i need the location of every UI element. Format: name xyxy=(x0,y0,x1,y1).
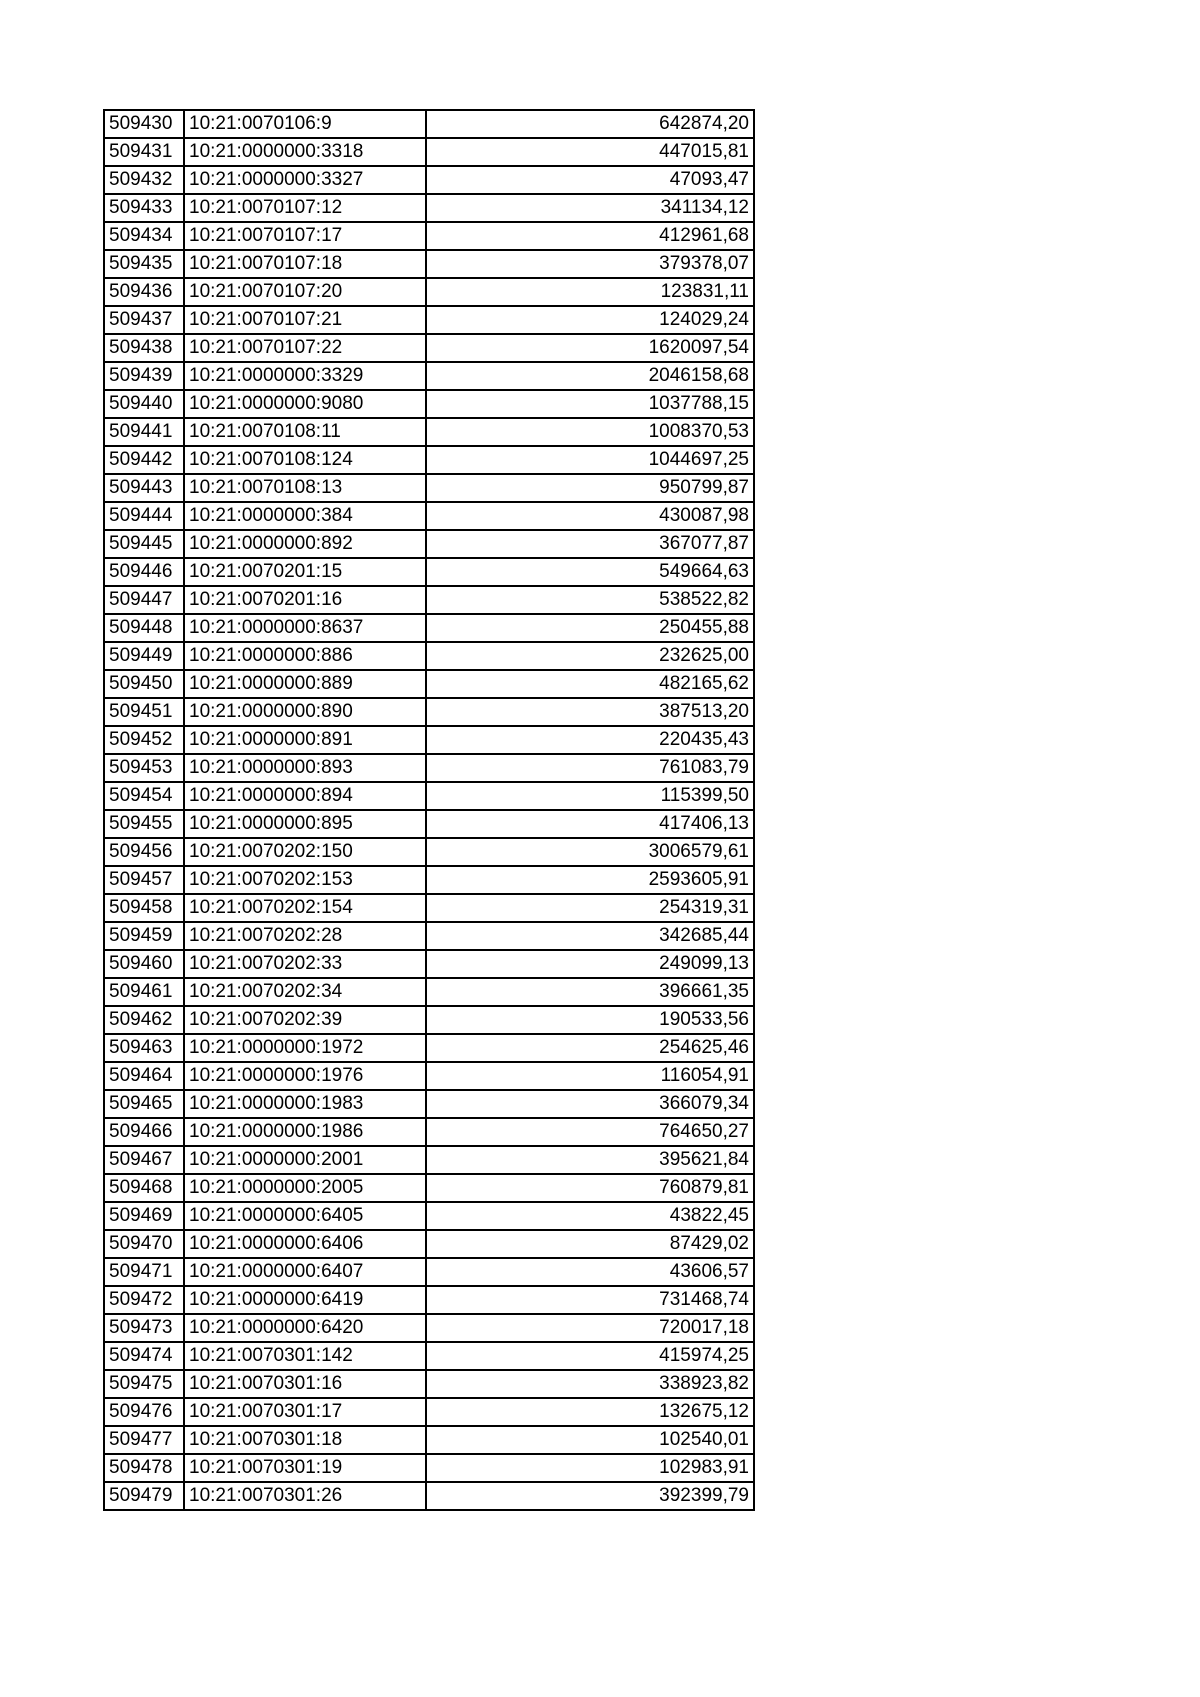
amount-cell: 950799,87 xyxy=(426,474,754,502)
amount-cell: 720017,18 xyxy=(426,1314,754,1342)
record-number-cell: 509448 xyxy=(104,614,184,642)
amount-cell: 761083,79 xyxy=(426,754,754,782)
record-number-cell: 509431 xyxy=(104,138,184,166)
table-body xyxy=(104,110,754,1510)
record-number-cell: 509472 xyxy=(104,1286,184,1314)
cadastral-number-cell: 10:21:0070301:17 xyxy=(184,1398,426,1426)
table-row xyxy=(104,1454,754,1482)
cadastral-number-cell: 10:21:0070202:34 xyxy=(184,978,426,1006)
table-row xyxy=(104,362,754,390)
amount-cell: 379378,07 xyxy=(426,250,754,278)
amount-cell: 3006579,61 xyxy=(426,838,754,866)
table-row xyxy=(104,166,754,194)
amount-cell: 47093,47 xyxy=(426,166,754,194)
record-number-cell: 509476 xyxy=(104,1398,184,1426)
amount-cell: 731468,74 xyxy=(426,1286,754,1314)
cadastral-number-cell: 10:21:0070201:15 xyxy=(184,558,426,586)
amount-cell: 366079,34 xyxy=(426,1090,754,1118)
record-number-cell: 509457 xyxy=(104,866,184,894)
record-number-cell: 509462 xyxy=(104,1006,184,1034)
cadastral-number-cell: 10:21:0070107:22 xyxy=(184,334,426,362)
record-number-cell: 509433 xyxy=(104,194,184,222)
cadastral-number-cell: 10:21:0000000:2001 xyxy=(184,1146,426,1174)
record-number-cell: 509452 xyxy=(104,726,184,754)
cadastral-number-cell: 10:21:0070202:28 xyxy=(184,922,426,950)
table-row xyxy=(104,1006,754,1034)
table-row xyxy=(104,1398,754,1426)
table-row xyxy=(104,530,754,558)
amount-cell: 43822,45 xyxy=(426,1202,754,1230)
table-row xyxy=(104,194,754,222)
amount-cell: 412961,68 xyxy=(426,222,754,250)
cadastral-number-cell: 10:21:0000000:2005 xyxy=(184,1174,426,1202)
amount-cell: 220435,43 xyxy=(426,726,754,754)
cadastral-number-cell: 10:21:0070107:12 xyxy=(184,194,426,222)
table-row xyxy=(104,1174,754,1202)
cadastral-number-cell: 10:21:0000000:892 xyxy=(184,530,426,558)
cadastral-number-cell: 10:21:0070108:124 xyxy=(184,446,426,474)
record-number-cell: 509475 xyxy=(104,1370,184,1398)
amount-cell: 367077,87 xyxy=(426,530,754,558)
amount-cell: 249099,13 xyxy=(426,950,754,978)
cadastral-number-cell: 10:21:0000000:8637 xyxy=(184,614,426,642)
table-row xyxy=(104,614,754,642)
amount-cell: 124029,24 xyxy=(426,306,754,334)
record-number-cell: 509442 xyxy=(104,446,184,474)
amount-cell: 2046158,68 xyxy=(426,362,754,390)
record-number-cell: 509470 xyxy=(104,1230,184,1258)
amount-cell: 102983,91 xyxy=(426,1454,754,1482)
record-number-cell: 509464 xyxy=(104,1062,184,1090)
table-row xyxy=(104,1342,754,1370)
table-row xyxy=(104,1146,754,1174)
table-row xyxy=(104,1370,754,1398)
cadastral-number-cell: 10:21:0070107:18 xyxy=(184,250,426,278)
record-number-cell: 509432 xyxy=(104,166,184,194)
amount-cell: 395621,84 xyxy=(426,1146,754,1174)
record-number-cell: 509471 xyxy=(104,1258,184,1286)
record-number-cell: 509447 xyxy=(104,586,184,614)
record-number-cell: 509478 xyxy=(104,1454,184,1482)
table-row xyxy=(104,1258,754,1286)
amount-cell: 87429,02 xyxy=(426,1230,754,1258)
amount-cell: 538522,82 xyxy=(426,586,754,614)
record-number-cell: 509443 xyxy=(104,474,184,502)
cadastral-number-cell: 10:21:0070202:153 xyxy=(184,866,426,894)
table-row xyxy=(104,950,754,978)
cadastral-number-cell: 10:21:0070107:21 xyxy=(184,306,426,334)
record-number-cell: 509453 xyxy=(104,754,184,782)
cadastral-number-cell: 10:21:0000000:886 xyxy=(184,642,426,670)
table-row xyxy=(104,866,754,894)
table-row xyxy=(104,642,754,670)
record-number-cell: 509460 xyxy=(104,950,184,978)
cadastral-number-cell: 10:21:0000000:895 xyxy=(184,810,426,838)
amount-cell: 415974,25 xyxy=(426,1342,754,1370)
cadastral-number-cell: 10:21:0070301:19 xyxy=(184,1454,426,1482)
table-row xyxy=(104,558,754,586)
cadastral-number-cell: 10:21:0000000:1986 xyxy=(184,1118,426,1146)
cadastral-number-cell: 10:21:0070301:26 xyxy=(184,1482,426,1510)
cadastral-number-cell: 10:21:0000000:3329 xyxy=(184,362,426,390)
table-row xyxy=(104,838,754,866)
table-row xyxy=(104,446,754,474)
amount-cell: 341134,12 xyxy=(426,194,754,222)
amount-cell: 392399,79 xyxy=(426,1482,754,1510)
cadastral-number-cell: 10:21:0000000:6406 xyxy=(184,1230,426,1258)
table-row xyxy=(104,138,754,166)
cadastral-number-cell: 10:21:0000000:893 xyxy=(184,754,426,782)
table-row xyxy=(104,698,754,726)
amount-cell: 642874,20 xyxy=(426,110,754,138)
table-row xyxy=(104,726,754,754)
record-number-cell: 509473 xyxy=(104,1314,184,1342)
record-number-cell: 509469 xyxy=(104,1202,184,1230)
cadastral-number-cell: 10:21:0000000:6419 xyxy=(184,1286,426,1314)
record-number-cell: 509463 xyxy=(104,1034,184,1062)
amount-cell: 43606,57 xyxy=(426,1258,754,1286)
cadastral-number-cell: 10:21:0070301:142 xyxy=(184,1342,426,1370)
table-row xyxy=(104,1062,754,1090)
amount-cell: 1044697,25 xyxy=(426,446,754,474)
cadastral-number-cell: 10:21:0070301:18 xyxy=(184,1426,426,1454)
cadastral-number-cell: 10:21:0070202:154 xyxy=(184,894,426,922)
record-number-cell: 509467 xyxy=(104,1146,184,1174)
record-number-cell: 509459 xyxy=(104,922,184,950)
amount-cell: 254319,31 xyxy=(426,894,754,922)
record-number-cell: 509434 xyxy=(104,222,184,250)
table-row xyxy=(104,1286,754,1314)
amount-cell: 760879,81 xyxy=(426,1174,754,1202)
record-number-cell: 509456 xyxy=(104,838,184,866)
table-row xyxy=(104,1482,754,1510)
table-row xyxy=(104,894,754,922)
amount-cell: 549664,63 xyxy=(426,558,754,586)
table-row xyxy=(104,250,754,278)
record-number-cell: 509440 xyxy=(104,390,184,418)
record-number-cell: 509474 xyxy=(104,1342,184,1370)
table-row xyxy=(104,1230,754,1258)
amount-cell: 482165,62 xyxy=(426,670,754,698)
cadastral-number-cell: 10:21:0000000:1983 xyxy=(184,1090,426,1118)
amount-cell: 2593605,91 xyxy=(426,866,754,894)
cadastral-number-cell: 10:21:0070202:33 xyxy=(184,950,426,978)
record-number-cell: 509441 xyxy=(104,418,184,446)
amount-cell: 254625,46 xyxy=(426,1034,754,1062)
record-number-cell: 509446 xyxy=(104,558,184,586)
data-table xyxy=(103,109,755,1511)
cadastral-number-cell: 10:21:0000000:3327 xyxy=(184,166,426,194)
table-row xyxy=(104,782,754,810)
table-row xyxy=(104,390,754,418)
amount-cell: 1037788,15 xyxy=(426,390,754,418)
amount-cell: 116054,91 xyxy=(426,1062,754,1090)
record-number-cell: 509461 xyxy=(104,978,184,1006)
record-number-cell: 509477 xyxy=(104,1426,184,1454)
amount-cell: 430087,98 xyxy=(426,502,754,530)
table-row xyxy=(104,502,754,530)
amount-cell: 115399,50 xyxy=(426,782,754,810)
table-row xyxy=(104,474,754,502)
record-number-cell: 509479 xyxy=(104,1482,184,1510)
amount-cell: 764650,27 xyxy=(426,1118,754,1146)
cadastral-number-cell: 10:21:0070107:20 xyxy=(184,278,426,306)
table-row xyxy=(104,418,754,446)
table-row xyxy=(104,110,754,138)
cadastral-number-cell: 10:21:0070201:16 xyxy=(184,586,426,614)
table-row xyxy=(104,1090,754,1118)
cadastral-number-cell: 10:21:0070108:11 xyxy=(184,418,426,446)
cadastral-number-cell: 10:21:0070108:13 xyxy=(184,474,426,502)
table-row xyxy=(104,810,754,838)
table-row xyxy=(104,1118,754,1146)
record-number-cell: 509465 xyxy=(104,1090,184,1118)
amount-cell: 190533,56 xyxy=(426,1006,754,1034)
cadastral-number-cell: 10:21:0070301:16 xyxy=(184,1370,426,1398)
cadastral-number-cell: 10:21:0000000:6405 xyxy=(184,1202,426,1230)
table-row xyxy=(104,978,754,1006)
table-row xyxy=(104,1314,754,1342)
cadastral-number-cell: 10:21:0000000:6420 xyxy=(184,1314,426,1342)
amount-cell: 123831,11 xyxy=(426,278,754,306)
amount-cell: 342685,44 xyxy=(426,922,754,950)
cadastral-number-cell: 10:21:0000000:889 xyxy=(184,670,426,698)
record-number-cell: 509458 xyxy=(104,894,184,922)
record-number-cell: 509435 xyxy=(104,250,184,278)
amount-cell: 396661,35 xyxy=(426,978,754,1006)
table-row xyxy=(104,670,754,698)
record-number-cell: 509430 xyxy=(104,110,184,138)
record-number-cell: 509451 xyxy=(104,698,184,726)
table-row xyxy=(104,754,754,782)
cadastral-number-cell: 10:21:0000000:894 xyxy=(184,782,426,810)
amount-cell: 387513,20 xyxy=(426,698,754,726)
record-number-cell: 509450 xyxy=(104,670,184,698)
amount-cell: 102540,01 xyxy=(426,1426,754,1454)
amount-cell: 1620097,54 xyxy=(426,334,754,362)
amount-cell: 250455,88 xyxy=(426,614,754,642)
record-number-cell: 509444 xyxy=(104,502,184,530)
table-row xyxy=(104,586,754,614)
record-number-cell: 509437 xyxy=(104,306,184,334)
cadastral-number-cell: 10:21:0000000:1972 xyxy=(184,1034,426,1062)
table-row xyxy=(104,334,754,362)
cadastral-number-cell: 10:21:0000000:3318 xyxy=(184,138,426,166)
cadastral-number-cell: 10:21:0000000:9080 xyxy=(184,390,426,418)
cadastral-number-cell: 10:21:0070202:150 xyxy=(184,838,426,866)
cadastral-number-cell: 10:21:0000000:891 xyxy=(184,726,426,754)
table-row xyxy=(104,306,754,334)
record-number-cell: 509468 xyxy=(104,1174,184,1202)
record-number-cell: 509436 xyxy=(104,278,184,306)
amount-cell: 447015,81 xyxy=(426,138,754,166)
record-number-cell: 509445 xyxy=(104,530,184,558)
record-number-cell: 509449 xyxy=(104,642,184,670)
amount-cell: 417406,13 xyxy=(426,810,754,838)
record-number-cell: 509438 xyxy=(104,334,184,362)
cadastral-number-cell: 10:21:0000000:6407 xyxy=(184,1258,426,1286)
cadastral-number-cell: 10:21:0000000:384 xyxy=(184,502,426,530)
table-row xyxy=(104,1426,754,1454)
record-number-cell: 509439 xyxy=(104,362,184,390)
cadastral-number-cell: 10:21:0070107:17 xyxy=(184,222,426,250)
amount-cell: 338923,82 xyxy=(426,1370,754,1398)
record-number-cell: 509466 xyxy=(104,1118,184,1146)
amount-cell: 1008370,53 xyxy=(426,418,754,446)
record-number-cell: 509454 xyxy=(104,782,184,810)
cadastral-number-cell: 10:21:0000000:1976 xyxy=(184,1062,426,1090)
table-row xyxy=(104,278,754,306)
amount-cell: 132675,12 xyxy=(426,1398,754,1426)
table-row xyxy=(104,222,754,250)
cadastral-number-cell: 10:21:0070202:39 xyxy=(184,1006,426,1034)
record-number-cell: 509455 xyxy=(104,810,184,838)
table-row xyxy=(104,1034,754,1062)
cadastral-number-cell: 10:21:0000000:890 xyxy=(184,698,426,726)
table-row xyxy=(104,922,754,950)
cadastral-number-cell: 10:21:0070106:9 xyxy=(184,110,426,138)
amount-cell: 232625,00 xyxy=(426,642,754,670)
table-row xyxy=(104,1202,754,1230)
